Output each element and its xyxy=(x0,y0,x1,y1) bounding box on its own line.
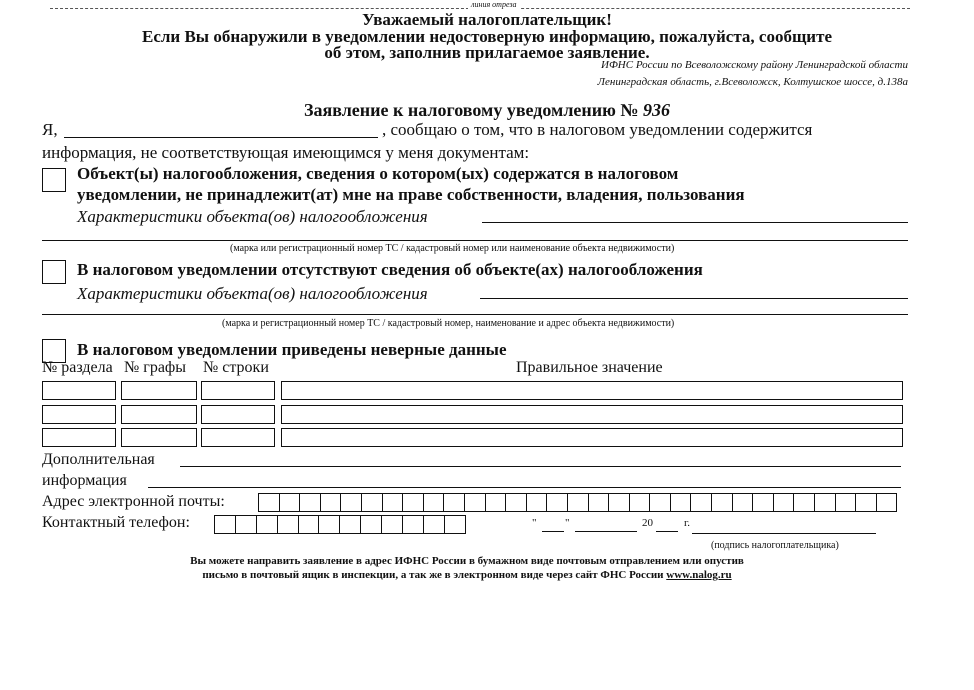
option-2-characteristics-field-2[interactable] xyxy=(42,314,908,315)
phone-input[interactable] xyxy=(214,515,466,534)
email-char-box[interactable] xyxy=(320,493,341,512)
row-3-column-input[interactable] xyxy=(121,428,197,447)
row-2-column-input[interactable] xyxy=(121,405,197,424)
additional-info-field-1[interactable] xyxy=(180,466,901,467)
row-2-row-input[interactable] xyxy=(201,405,275,424)
email-input[interactable] xyxy=(258,493,897,512)
date-day-field[interactable] xyxy=(542,531,564,532)
email-char-box[interactable] xyxy=(526,493,547,512)
phone-char-box[interactable] xyxy=(444,515,466,534)
email-char-box[interactable] xyxy=(773,493,794,512)
phone-char-box[interactable] xyxy=(339,515,360,534)
option-2-hint: (марка и регистрационный номер ТС / кадастровый номер, наименование и адрес объекта недвижимости) xyxy=(222,318,675,329)
signature-field[interactable] xyxy=(692,533,876,534)
option-1-line-1: Объект(ы) налогообложения, сведения о котором(ых) содержатся в налоговом xyxy=(77,164,679,183)
row-1-section-input[interactable] xyxy=(42,381,116,400)
email-char-box[interactable] xyxy=(629,493,650,512)
column-column-header: № графы xyxy=(124,359,187,376)
option-1-checkbox[interactable] xyxy=(42,168,66,192)
intro-line-2: информация, не соответствующая имеющимся у меня документам: xyxy=(42,143,530,162)
intro-suffix: , сообщаю о том, что в налоговом уведомлении содержится xyxy=(382,120,813,139)
option-1-line-2: уведомлении, не принадлежит(ат) мне на праве собственности, владения, пользования xyxy=(77,185,745,204)
option-2-characteristics-field[interactable] xyxy=(480,298,908,299)
phone-char-box[interactable] xyxy=(277,515,298,534)
option-2-checkbox[interactable] xyxy=(42,260,66,284)
email-label: Адрес электронной почты: xyxy=(42,493,225,510)
header-line-1: Если Вы обнаружили в уведомлении недостоверную информацию, пожалуйста, сообщите xyxy=(142,27,832,46)
email-char-box[interactable] xyxy=(361,493,382,512)
email-char-box[interactable] xyxy=(546,493,567,512)
email-char-box[interactable] xyxy=(814,493,835,512)
option-1-hint: (марка или регистрационный номер ТС / кадастровый номер или наименование объекта недвижимости) xyxy=(230,243,675,254)
footer-line-1: Вы можете направить заявление в адрес ИФНС России в бумажном виде почтовым отправлением или опустив xyxy=(190,555,744,567)
email-char-box[interactable] xyxy=(299,493,320,512)
option-3-label: В налоговом уведомлении приведены неверные данные xyxy=(77,340,507,359)
row-3-row-input[interactable] xyxy=(201,428,275,447)
authority-address: Ленинградская область, г.Всеволожск, Колтушское шоссе, д.138а xyxy=(597,76,908,88)
intro-prefix: Я, xyxy=(42,120,58,139)
row-1-column-input[interactable] xyxy=(121,381,197,400)
row-1-value-input[interactable] xyxy=(281,381,903,400)
phone-char-box[interactable] xyxy=(360,515,381,534)
date-year-prefix: 20 xyxy=(642,517,653,529)
email-char-box[interactable] xyxy=(711,493,732,512)
email-char-box[interactable] xyxy=(464,493,485,512)
option-2-characteristics-label: Характеристики объекта(ов) налогообложения xyxy=(77,284,428,303)
email-char-box[interactable] xyxy=(382,493,403,512)
email-char-box[interactable] xyxy=(752,493,773,512)
phone-char-box[interactable] xyxy=(235,515,256,534)
phone-char-box[interactable] xyxy=(402,515,423,534)
email-char-box[interactable] xyxy=(690,493,711,512)
email-char-box[interactable] xyxy=(443,493,464,512)
email-char-box[interactable] xyxy=(608,493,629,512)
column-row-header: № строки xyxy=(203,359,269,376)
email-char-box[interactable] xyxy=(670,493,691,512)
option-1-characteristics-label: Характеристики объекта(ов) налогообложения xyxy=(77,207,428,226)
column-correct-value-header: Правильное значение xyxy=(516,359,663,376)
email-char-box[interactable] xyxy=(279,493,300,512)
option-1-characteristics-field-2[interactable] xyxy=(42,240,908,241)
email-char-box[interactable] xyxy=(485,493,506,512)
email-char-box[interactable] xyxy=(855,493,876,512)
email-char-box[interactable] xyxy=(732,493,753,512)
email-char-box[interactable] xyxy=(505,493,526,512)
email-char-box[interactable] xyxy=(423,493,444,512)
phone-char-box[interactable] xyxy=(214,515,235,534)
phone-char-box[interactable] xyxy=(423,515,444,534)
name-field[interactable] xyxy=(64,137,378,138)
row-2-value-input[interactable] xyxy=(281,405,903,424)
notice-number: 936 xyxy=(643,100,670,120)
row-1-row-input[interactable] xyxy=(201,381,275,400)
email-char-box[interactable] xyxy=(340,493,361,512)
email-char-box[interactable] xyxy=(649,493,670,512)
email-char-box[interactable] xyxy=(567,493,588,512)
authority-name: ИФНС России по Всеволожскому району Ленинградской области xyxy=(601,59,908,71)
email-char-box[interactable] xyxy=(793,493,814,512)
header-line-2: об этом, заполнив прилагаемое заявление. xyxy=(324,43,650,62)
phone-char-box[interactable] xyxy=(256,515,277,534)
email-char-box[interactable] xyxy=(876,493,898,512)
additional-info-label-1: Дополнительная xyxy=(42,451,155,468)
phone-char-box[interactable] xyxy=(298,515,319,534)
option-1-characteristics-field[interactable] xyxy=(482,222,908,223)
greeting: Уважаемый налогоплательщик! xyxy=(362,10,612,29)
additional-info-field-2[interactable] xyxy=(148,487,901,488)
phone-char-box[interactable] xyxy=(318,515,339,534)
email-char-box[interactable] xyxy=(258,493,279,512)
additional-info-label-2: информация xyxy=(42,472,127,489)
footer-line-2 xyxy=(0,569,954,581)
phone-label: Контактный телефон: xyxy=(42,514,190,531)
email-char-box[interactable] xyxy=(835,493,856,512)
option-2-label: В налоговом уведомлении отсутствуют сведения об объекте(ах) налогообложения xyxy=(77,260,703,279)
row-2-section-input[interactable] xyxy=(42,405,116,424)
date-month-field[interactable] xyxy=(575,531,637,532)
footer-line-2-text: письмо в почтовый ящик в инспекции, а так же в электронном виде через сайт ФНС России xyxy=(202,569,664,581)
email-char-box[interactable] xyxy=(402,493,423,512)
form-title-text: Заявление к налоговому уведомлению № xyxy=(303,100,639,120)
date-quote-close: " xyxy=(565,517,570,529)
row-3-value-input[interactable] xyxy=(281,428,903,447)
row-3-section-input[interactable] xyxy=(42,428,116,447)
date-year-field[interactable] xyxy=(656,531,678,532)
email-char-box[interactable] xyxy=(588,493,609,512)
signature-hint: (подпись налогоплательщика) xyxy=(711,540,839,551)
phone-char-box[interactable] xyxy=(381,515,402,534)
column-section-header: № раздела xyxy=(42,359,113,376)
cut-line-label: линия отреза xyxy=(468,0,520,9)
fns-site-link[interactable]: www.nalog.ru xyxy=(666,569,732,581)
form-title xyxy=(0,100,974,121)
date-quote-open: " xyxy=(532,517,537,529)
date-year-suffix: г. xyxy=(684,517,691,529)
